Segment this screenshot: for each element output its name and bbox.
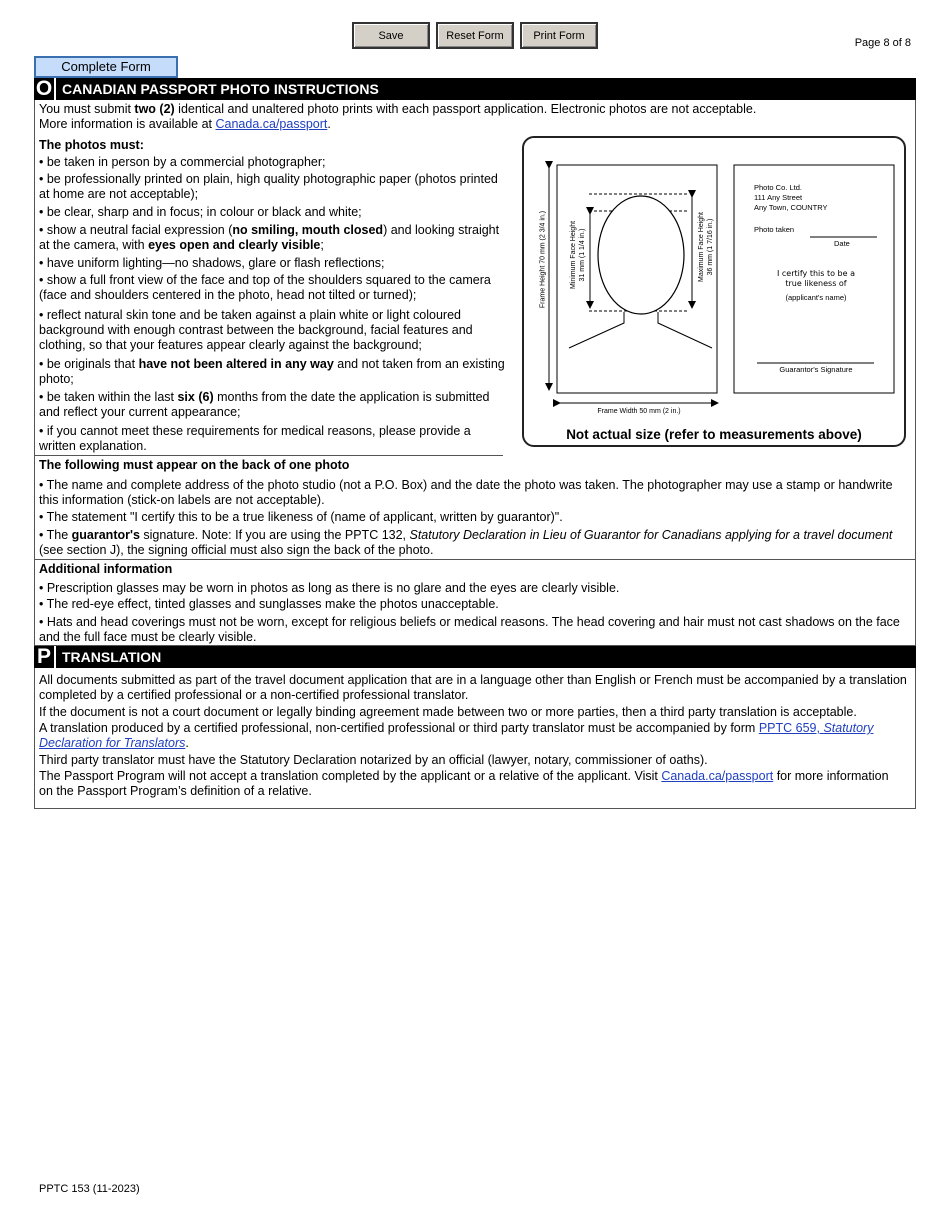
diagram-caption: Not actual size (refer to measurements above) <box>566 427 862 442</box>
bullet-10: • if you cannot meet these requirements for medical reasons, please provide a written explanation. <box>39 424 471 453</box>
back-item-2: • The statement "I certify this to be a true likeness of (name of applicant, written by guarantor)". <box>39 510 563 524</box>
additional-item-1: • Prescription glasses may be worn in photos as long as there is no glare and the eyes are clearly visible. <box>39 581 620 595</box>
translation-para-1: All documents submitted as part of the travel document application that are in a language other than English or French must be accompanied by a translation completed by a certified professional or a non-certified professional translator. <box>39 673 907 702</box>
more-info-text: More information is available at Canada.ca/passport. <box>39 117 331 131</box>
complete-form-button[interactable]: Complete Form <box>34 56 178 78</box>
photo-taken-label: Photo taken <box>754 225 795 234</box>
canada-passport-link-2[interactable]: Canada.ca/passport <box>661 769 774 783</box>
translation-para-5: The Passport Program will not accept a translation completed by the applicant or a relative of the applicant. Visit Canada.ca/passport for more information on the Passport Program’s definition of a relative. <box>39 769 889 798</box>
section-o-letter: O <box>34 78 56 100</box>
studio-address: Photo Co. Ltd. 111 Any Street Any Town, COUNTRY <box>754 183 828 212</box>
photos-must-heading: The photos must: <box>39 138 144 152</box>
max-face-label: Maximum Face Height 36 mm (1 7/16 in.) <box>698 211 714 283</box>
bullet-8: • be originals that have not been altered in any way and not taken from an existing photo; <box>39 357 505 386</box>
section-o-title: CANADIAN PASSPORT PHOTO INSTRUCTIONS <box>62 81 379 97</box>
bullet-7: • reflect natural skin tone and be taken against a plain white or light coloured background with enough contrast between the background, facial features and clothing, so that your features appear clearly against the background; <box>39 308 473 352</box>
translation-para-2: If the document is not a court document or legally binding agreement made between two or more parties, then a third party translation is acceptable. <box>39 705 857 719</box>
print-form-button[interactable]: Print Form <box>520 22 598 49</box>
back-heading: The following must appear on the back of one photo <box>39 458 350 472</box>
divider-left <box>34 455 503 456</box>
section-p-header <box>34 646 916 668</box>
pptc-659-link[interactable]: PPTC 659, Statutory Declaration for Translators <box>39 721 874 750</box>
section-o-header <box>34 78 916 100</box>
form-footer: PPTC 153 (11-2023) <box>39 1183 140 1195</box>
min-face-label: Minimum Face Height 31 mm (1 1/4 in.) <box>570 220 586 290</box>
bullet-1: • be taken in person by a commercial photographer; <box>39 155 326 169</box>
canada-passport-link[interactable]: Canada.ca/passport <box>215 117 328 131</box>
certify-text: I certify this to be a true likeness of <box>777 269 855 288</box>
bullet-5: • have uniform lighting—no shadows, glare or flash reflections; <box>39 256 385 270</box>
translation-para-4: Third party translator must have the Statutory Declaration notarized by an official (lawyer, notary, commissioner of oaths). <box>39 753 708 767</box>
guarantor-signature-label: Guarantor's Signature <box>779 365 853 374</box>
save-button[interactable]: Save <box>352 22 430 49</box>
applicant-name-label: (applicant's name) <box>785 293 847 302</box>
page-number: Page 8 of 8 <box>854 37 911 49</box>
bullet-4: • show a neutral facial expression (no smiling, mouth closed) and looking straight at the camera, with eyes open and clearly visible; <box>39 223 500 252</box>
section-p-title: TRANSLATION <box>62 649 162 665</box>
date-label: Date <box>834 239 850 248</box>
bullet-9: • be taken within the last six (6) months from the date the application is submitted and reflect your current appearance; <box>39 390 490 419</box>
additional-heading: Additional information <box>39 562 173 576</box>
bullet-6: • show a full front view of the face and top of the shoulders squared to the camera (face and shoulders centered in the photo, head not tilted or turned); <box>39 273 491 302</box>
section-p-letter: P <box>34 646 56 668</box>
translation-para-3: A translation produced by a certified professional, non-certified professional or third party translator must be accompanied by form PPTC 659, Statutory Declaration for Translators. <box>39 721 874 750</box>
frame-height-label: Frame Height 70 mm (2 3/4 in.) <box>539 210 547 309</box>
intro-text: You must submit two (2) identical and unaltered photo prints with each passport application. Electronic photos are not acceptable. <box>39 102 757 116</box>
bullet-2: • be professionally printed on plain, high quality photographic paper (photos printed at home are not acceptable); <box>39 172 498 201</box>
photo-diagram <box>522 136 906 447</box>
bullet-3: • be clear, sharp and in focus; in colour or black and white; <box>39 205 362 219</box>
frame-width-label: Frame Width 50 mm (2 in.) <box>597 408 681 415</box>
divider-additional <box>34 559 916 560</box>
additional-item-3: • Hats and head coverings must not be worn, except for religious beliefs or medical reasons. The head covering and hair must not cast shadows on the face and the full face must be clearly visible. <box>39 615 900 644</box>
face-oval <box>598 196 684 314</box>
reset-form-button[interactable]: Reset Form <box>436 22 514 49</box>
back-item-3: • The guarantor's signature. Note: If you are using the PPTC 132, Statutory Declaration in Lieu of Guarantor for Canadians applying for a travel document (see section J), the signing official must also sign the back of the photo. <box>39 528 893 557</box>
additional-item-2: • The red-eye effect, tinted glasses and sunglasses make the photos unacceptable. <box>39 597 499 611</box>
back-item-1: • The name and complete address of the photo studio (not a P.O. Box) and the date the photo was taken. The photographer may use a stamp or handwrite this information (stick-on labels are not acceptable). <box>39 478 893 507</box>
